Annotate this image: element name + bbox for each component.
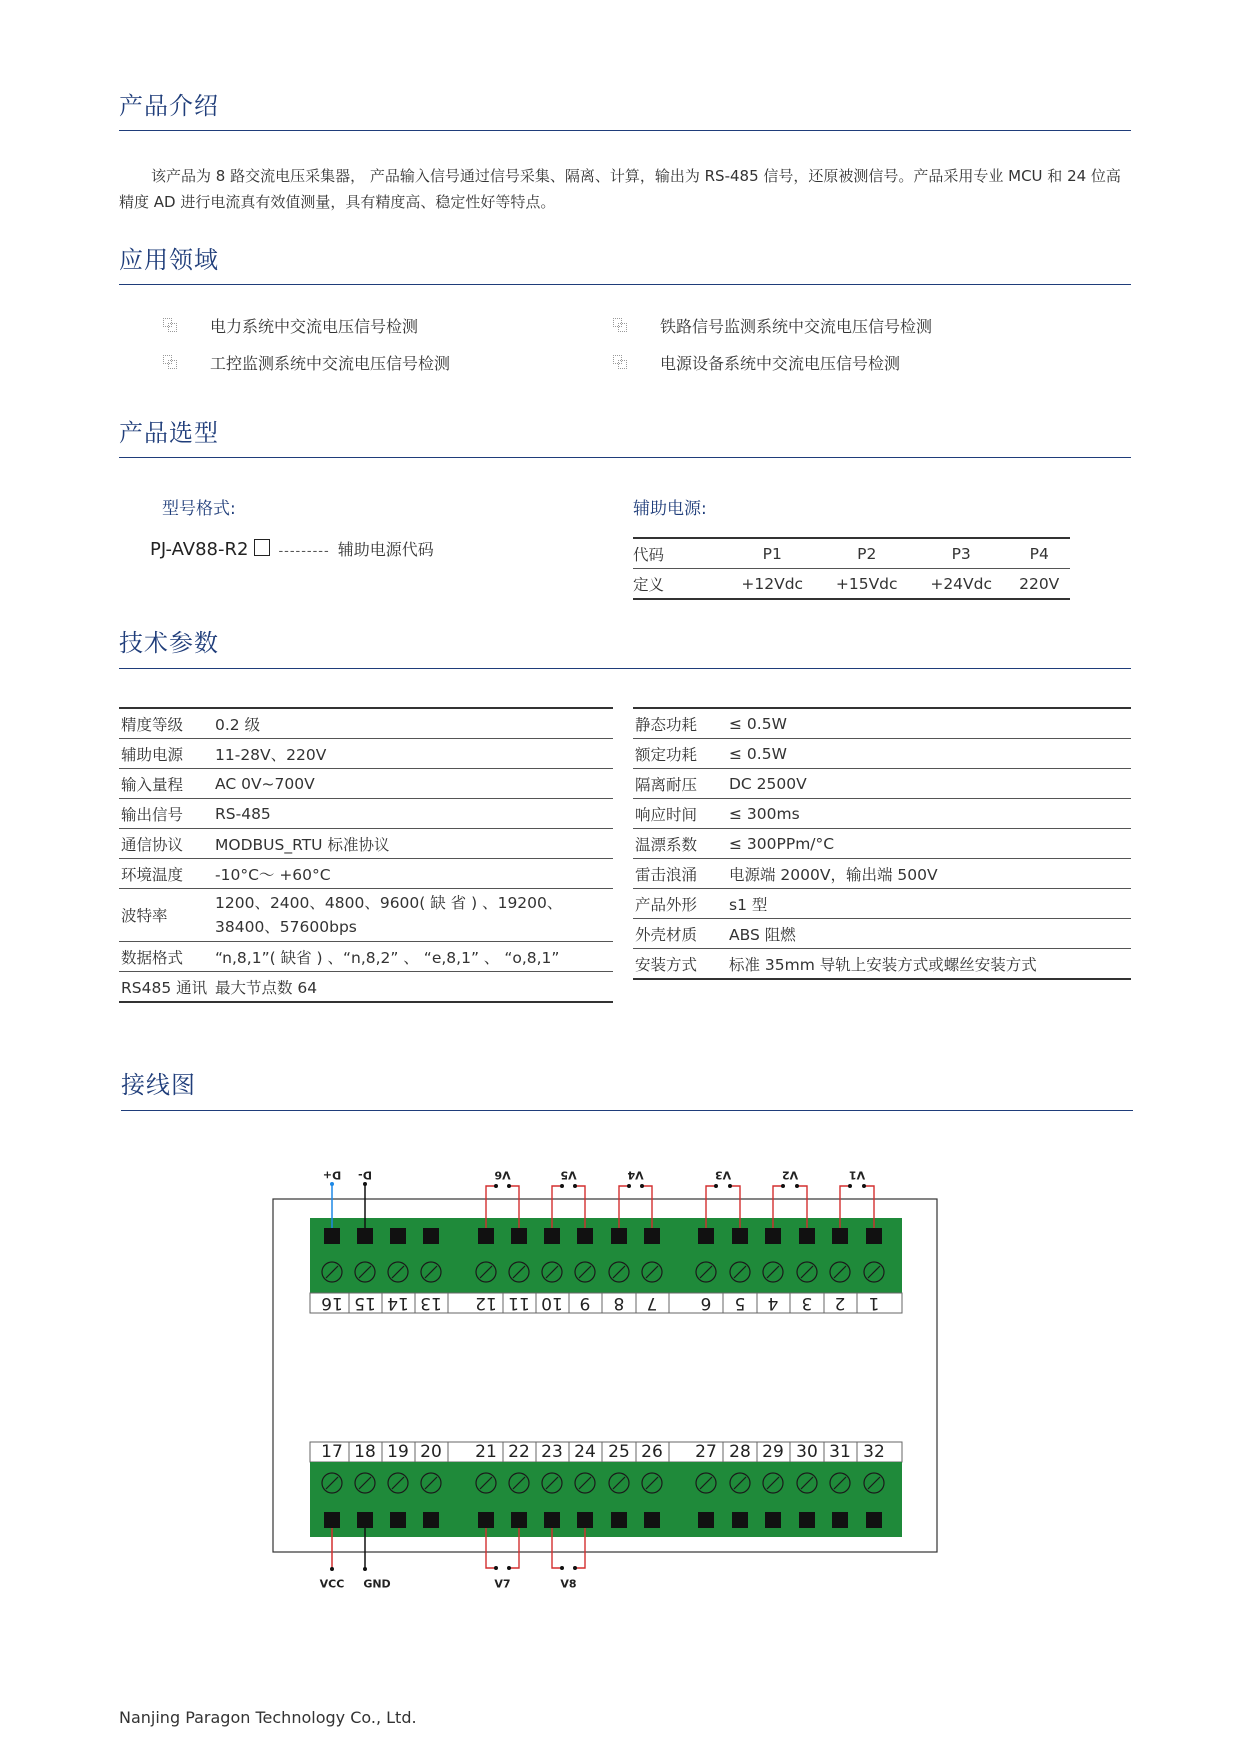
terminal-number-bottom: 24: [574, 1442, 596, 1462]
terminal-square: [765, 1512, 781, 1528]
signal-label-top: V4: [627, 1168, 644, 1182]
signal-pin: [627, 1184, 631, 1188]
signal-pin: [363, 1182, 367, 1186]
terminal-square: [511, 1512, 527, 1528]
signal-label-top: V6: [494, 1168, 511, 1182]
spec-key: 数据格式: [119, 942, 213, 972]
terminal-square: [611, 1512, 627, 1528]
terminal-square: [799, 1228, 815, 1244]
model-desc: 辅助电源代码: [337, 540, 434, 559]
spec-value: ≤ 300ms: [727, 799, 1131, 829]
spec-value: s1 型: [727, 889, 1131, 919]
signal-pin: [848, 1184, 852, 1188]
terminal-number-top: 9: [579, 1293, 591, 1313]
spec-key: 产品外形: [633, 889, 727, 919]
spec-key: 额定功耗: [633, 739, 727, 769]
terminal-number-top: 11: [508, 1293, 530, 1313]
table-cell: +12Vdc: [725, 569, 819, 600]
signal-label-bottom: GND: [363, 1577, 391, 1591]
signal-pin: [781, 1184, 785, 1188]
terminal-number-bottom: 26: [641, 1442, 663, 1462]
terminal-square: [698, 1512, 714, 1528]
signal-pin: [330, 1567, 334, 1571]
table-cell: P3: [914, 538, 1008, 569]
terminal-number-top: 6: [700, 1293, 712, 1313]
terminal-square: [423, 1512, 439, 1528]
aux-power-label: 辅助电源:: [633, 499, 707, 519]
terminal-number-bottom: 28: [729, 1442, 751, 1462]
signal-label-top: V3: [714, 1168, 732, 1182]
signal-pin: [573, 1566, 577, 1570]
spec-value: ≤ 0.5W: [727, 708, 1131, 739]
terminal-square: [866, 1228, 882, 1244]
signal-pin: [494, 1184, 498, 1188]
signal-label-top: D+: [322, 1168, 342, 1182]
spec-key: 安装方式: [633, 949, 727, 980]
terminal-square: [577, 1228, 593, 1244]
terminal-number-bottom: 18: [354, 1442, 376, 1462]
model-format-label: 型号格式:: [162, 499, 236, 519]
terminal-number-bottom: 27: [695, 1442, 717, 1462]
terminal-number-bottom: 17: [321, 1442, 343, 1462]
terminal-square: [357, 1512, 373, 1528]
section-title-wiring: 接线图: [121, 1071, 196, 1099]
application-item: 电源设备系统中交流电压信号检测: [660, 354, 901, 373]
spec-value: “n,8,1”( 缺省 ) 、“n,8,2” 、 “e,8,1” 、 “o,8,1”: [213, 942, 613, 972]
terminal-number-top: 12: [475, 1293, 497, 1313]
signal-pin: [363, 1567, 367, 1571]
table-cell: P4: [1008, 538, 1070, 569]
spec-key: 精度等级: [119, 708, 213, 739]
spec-value: 1200、2400、4800、9600( 缺 省 ) 、19200、38400、57600bps: [213, 889, 613, 942]
table-cell: 220V: [1008, 569, 1070, 600]
signal-label-bottom: V7: [494, 1577, 511, 1591]
spec-value: DC 2500V: [727, 769, 1131, 799]
terminal-number-top: 8: [613, 1293, 625, 1313]
terminal-square: [832, 1228, 848, 1244]
spec-value: ABS 阻燃: [727, 919, 1131, 949]
terminal-square: [866, 1512, 882, 1528]
application-item: 铁路信号监测系统中交流电压信号检测: [660, 317, 933, 336]
terminal-square: [832, 1512, 848, 1528]
spec-value: RS-485: [213, 799, 613, 829]
terminal-square: [799, 1512, 815, 1528]
table-cell: +15Vdc: [819, 569, 913, 600]
spec-key: 外壳材质: [633, 919, 727, 949]
spec-key: 温漂系数: [633, 829, 727, 859]
section-title-specs: 技术参数: [119, 629, 219, 657]
terminal-square: [511, 1228, 527, 1244]
terminal-number-top: 15: [354, 1293, 376, 1313]
signal-pin: [640, 1184, 644, 1188]
terminal-square: [390, 1512, 406, 1528]
spec-key: 响应时间: [633, 799, 727, 829]
table-cell: 代码: [633, 538, 725, 569]
terminal-number-bottom: 30: [796, 1442, 818, 1462]
signal-label-top: V5: [560, 1168, 577, 1182]
signal-pin: [507, 1184, 511, 1188]
application-item: 电力系统中交流电压信号检测: [210, 317, 419, 336]
terminal-number-top: 13: [420, 1293, 442, 1313]
terminal-square: [544, 1228, 560, 1244]
terminal-square: [478, 1228, 494, 1244]
section-title-intro: 产品介绍: [119, 92, 219, 120]
terminal-square: [732, 1512, 748, 1528]
terminal-number-top: 2: [834, 1293, 846, 1313]
terminal-number-top: 3: [801, 1293, 813, 1313]
signal-label-top: D-: [358, 1168, 372, 1182]
signal-label-bottom: V8: [560, 1577, 577, 1591]
terminal-number-top: 1: [868, 1293, 880, 1313]
spec-value: -10°C～ +60°C: [213, 859, 613, 889]
section-title-applications: 应用领域: [119, 246, 219, 274]
spec-value: 电源端 2000V，输出端 500V: [727, 859, 1131, 889]
spec-value: 0.2 级: [213, 708, 613, 739]
terminal-square: [390, 1228, 406, 1244]
signal-pin: [573, 1184, 577, 1188]
terminal-square: [644, 1228, 660, 1244]
spec-key: 雷击浪涌: [633, 859, 727, 889]
terminal-square: [478, 1512, 494, 1528]
terminal-square: [765, 1228, 781, 1244]
terminal-number-bottom: 21: [475, 1442, 497, 1462]
signal-pin: [795, 1184, 799, 1188]
terminal-number-bottom: 22: [508, 1442, 530, 1462]
signal-label-top: V2: [781, 1168, 799, 1182]
terminal-square: [324, 1512, 340, 1528]
terminal-square: [544, 1512, 560, 1528]
terminal-number-bottom: 25: [608, 1442, 630, 1462]
terminal-square: [611, 1228, 627, 1244]
signal-pin: [714, 1184, 718, 1188]
terminal-number-bottom: 32: [863, 1442, 885, 1462]
spec-value: 11-28V、220V: [213, 739, 613, 769]
terminal-number-top: 4: [767, 1293, 779, 1313]
signal-pin: [560, 1566, 564, 1570]
table-cell: P2: [819, 538, 913, 569]
spec-value: AC 0V~700V: [213, 769, 613, 799]
terminal-number-top: 10: [541, 1293, 563, 1313]
signal-pin: [330, 1182, 334, 1186]
spec-key: 辅助电源: [119, 739, 213, 769]
spec-key: RS485 通讯: [119, 972, 213, 1003]
model-code: PJ-AV88-R2: [150, 539, 249, 560]
terminal-square: [732, 1228, 748, 1244]
terminal-number-bottom: 31: [829, 1442, 851, 1462]
terminal-square: [324, 1228, 340, 1244]
table-cell: P1: [725, 538, 819, 569]
terminal-number-bottom: 19: [387, 1442, 409, 1462]
spec-value: 最大节点数 64: [213, 972, 613, 1003]
table-cell: 定义: [633, 569, 725, 600]
terminal-number-top: 16: [321, 1293, 343, 1313]
terminal-square: [577, 1512, 593, 1528]
spec-key: 输入量程: [119, 769, 213, 799]
terminal-square: [698, 1228, 714, 1244]
spec-key: 通信协议: [119, 829, 213, 859]
terminal-square: [644, 1512, 660, 1528]
terminal-number-bottom: 23: [541, 1442, 563, 1462]
terminal-number-top: 7: [646, 1293, 658, 1313]
spec-key: 输出信号: [119, 799, 213, 829]
spec-key: 波特率: [119, 889, 213, 942]
terminal-number-top: 14: [387, 1293, 409, 1313]
signal-pin: [507, 1566, 511, 1570]
model-dashes: ---------: [278, 544, 330, 559]
spec-value: 标准 35mm 导轨上安装方式或螺丝安装方式: [727, 949, 1131, 980]
terminal-square: [423, 1228, 439, 1244]
section-title-selection: 产品选型: [119, 419, 219, 447]
spec-value: MODBUS_RTU 标准协议: [213, 829, 613, 859]
intro-paragraph: 该产品为 8 路交流电压采集器， 产品输入信号通过信号采集、隔离、计算，输出为 RS-485 信号，还原被测信号。产品采用专业 MCU 和 24 位高精度 AD 进行电流真有效值测量，具有精度高、稳定性好等特点。: [119, 167, 1121, 211]
signal-label-top: V1: [848, 1168, 866, 1182]
signal-pin: [862, 1184, 866, 1188]
terminal-number-bottom: 20: [420, 1442, 442, 1462]
terminal-square: [357, 1228, 373, 1244]
terminal-number-top: 5: [734, 1293, 746, 1313]
footer-company: Nanjing Paragon Technology Co., Ltd.: [119, 1708, 417, 1727]
signal-pin: [494, 1566, 498, 1570]
spec-key: 静态功耗: [633, 708, 727, 739]
spec-key: 环境温度: [119, 859, 213, 889]
signal-pin: [728, 1184, 732, 1188]
signal-label-bottom: VCC: [319, 1577, 345, 1591]
spec-value: ≤ 0.5W: [727, 739, 1131, 769]
table-cell: +24Vdc: [914, 569, 1008, 600]
spec-key: 隔离耐压: [633, 769, 727, 799]
spec-value: ≤ 300PPm/°C: [727, 829, 1131, 859]
terminal-number-bottom: 29: [762, 1442, 784, 1462]
application-item: 工控监测系统中交流电压信号检测: [210, 354, 451, 373]
signal-pin: [560, 1184, 564, 1188]
